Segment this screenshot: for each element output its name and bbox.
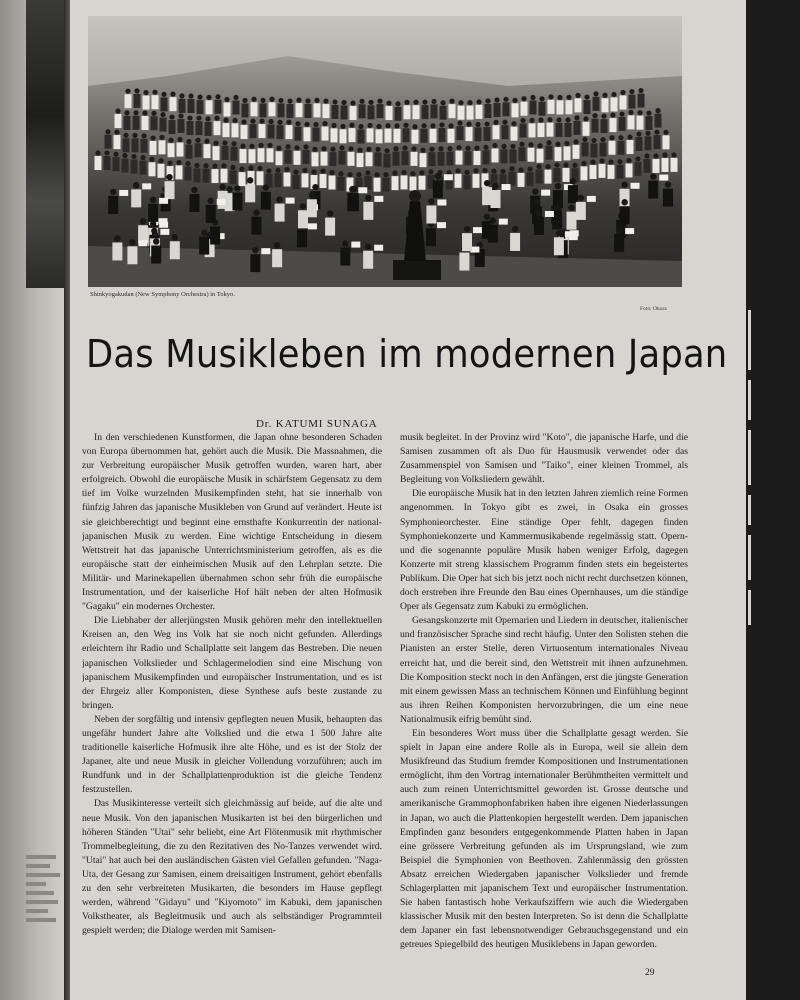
orchestra-photo-image <box>88 16 682 287</box>
facing-page-photo <box>26 0 64 288</box>
paragraph: Die Liebhaber der allerjüngsten Musik gehören mehr den intellektuellen Kreisen an, den Weg ins Volk hat sie noch nicht gefunden. Allerdings erleichtern ihr Radio und Schallplatte seit langem das Bestreben. Die neuen japanischen Volkslieder und Schlagermelodien sind eine Mischung von japanischem Musikempfinden und europäischer Instrumentation, und es ist der Ehrgeiz aller Komponisten, diese Synthese aufs beste zustande zu bringen. <box>82 615 382 711</box>
facing-page-text-fragments <box>26 850 64 927</box>
paragraph: Ein besonderes Wort muss über die Schallplatte gesagt werden. Sie spielt in Japan eine andere Rolle als in Europa, weil sie allein dem Musikfreund das Studium fremder Kompositionen und Instrumentationen ermöglicht, ihm den Vortrag internationaler Berühmtheiten vermittelt und auch zum reinen Unterrichtsmittel geworden ist. Grosse deutsche und amerikanische Grammophonfabriken haben ihre eigenen Niederlassungen in Japan, wo auch die Plattenkopien hergestellt werden. Dem japanischen Empfinden ganz besonders entgegenkommende Platten haben in Japan eine grössere Verbreitung gefunden als im Ursprungsland, wie zum Beispiel die Symphonien von Beethoven. Zahlenmässig den grössten Absatz erreichen Wiedergaben japanischer Volkslieder und fremde Schlagerplatten mit japanischem Text und europäischer Instrumentation. Sie haben fantastisch hohe Verkaufsziffern wie auch die Wiedergaben klassischer Musik mit den besten Interpreten. So ist denn die Schallplatte dem Japaner ein fast lebensnotwendiger Gebrauchsgegenstand und ein getreues Spiegelbild des heutigen Musiklebens in Japan geworden. <box>400 727 688 951</box>
article-author: Dr. KATUMI SUNAGA <box>256 418 378 430</box>
text-column-right <box>400 431 688 991</box>
facing-page <box>0 0 64 1000</box>
paragraph: Das Musikinteresse verteilt sich gleichmässig auf beide, auf die alte und neue Musik. Von den japanischen Musikarten ist bei den bürgerlichen und höheren Ständen "Utai" sehr beliebt, eine Art Flötenmusik mit rhythmischer Trommelbegleitung, die zu den Rezitativen des No-Tanzes verwendet wird. "Utai" hat auch bei den ausländischen Gästen viel Gefallen gefunden. "Naga-Uta, der Gesang zur Samisen, einem dreisaitigen Instrument, gehört ebenfalls zu den sehr verbreiteten Musikarten, die besonders im Hause gepflegt werden, während "Gidayu" und "Kiyomoto" im Kabuki, dem japanischen Volkstheater, als Begleitmusik und auch als selbständiger Programmteil gespielt werden; die Dialoge werden mit Samisen- <box>82 798 382 937</box>
page-stack-edge <box>746 0 800 1000</box>
photo-credit: Foto: Okura <box>640 306 667 312</box>
text-column-left <box>82 431 382 991</box>
photo-caption: Shinkyogakudan (New Symphony Orchestra) in Tokyo. <box>90 291 235 298</box>
paragraph: musik begleitet. In der Provinz wird "Koto", die japanische Harfe, und die Samisen zusammen oft als Duo für Hausmusik verwendet oder das Zusammenspiel von Samisen und "Taiko", einer kleinen Trommel, als Begleitung von Volksliedern gewählt. <box>400 432 688 486</box>
page-number: 29 <box>645 968 655 978</box>
paragraph: Neben der sorgfältig und intensiv gepflegten neuen Musik, behaupten das ungefähr hundert Jahre alte Volkslied und die etwa 1 500 Jahre alte traditionelle kaiserliche Hofmusik ihre alte Höhe, und es ist der Stolz der Japaner, alte und neue Musik in gleicher Vollendung vorzuführen; auch im Rundfunk und in der Schallplattenproduktion ist die gleiche Tendenz festzustellen. <box>82 713 382 796</box>
magazine-page <box>70 0 746 1000</box>
paragraph: In den verschiedenen Kunstformen, die Japan ohne besonderen Schaden von Europa übernommen hat, gehört auch die Musik. Die Massnahmen, die zur Verbreitung europäischer Musik getroffen wurden, waren hart, aber erfolgreich. Obwohl die europäische Musik in schärfstem Gegensatz zu dem tief im Volke wurzelnden Musikempfinden steht, hat sie innerhalb von fünfzig Jahren das japanische Musikleben von Grund auf verändert. Heute ist sie gleichberechtigt und beginnt eine ernsthafte Konkurrentin der national-japanischen Musik zu werden. Eine wichtige Entscheidung in diesem Wettstreit hat das japanische Unterrichtsministerium getroffen, als es die europäische statt der einheimischen Musik auf den Lehrplan setzte. Die Militär- und Marinekapellen übernahmen schon sehr früh die europäische Instrumentation, und der kaiserliche Hof hält neben der alten Hofmusik "Gagaku" ein modernes Orchester. <box>82 432 382 613</box>
paragraph: Die europäische Musik hat in den letzten Jahren ziemlich reine Formen angenommen. In Tokyo gibt es zwei, in Osaka ein grosses Symphonieorchester. Eine ständige Oper fehlt, dagegen finden Symphoniekonzerte und Kammermusikabende regelmässig statt. Opern- und die sogenannte populäre Musik haben weniger Erfolg, dagegen Konzerte mit streng klassischem Programm finden stets ein begeistertes Publikum. Die Oper hat sich bis jetzt noch nicht recht durchsetzen können, doch erstreben ihre Freunde den Bau eines Opernhauses, um die ständige Oper als Gegensatz zum Kabuki zu ermöglichen. <box>400 488 688 613</box>
orchestra-photo <box>88 16 682 287</box>
paragraph: Gesangskonzerte mit Opernarien und Liedern in deutscher, italienischer und französischer Sprache sind recht häufig. Unter den Solisten stehen die Pianisten an erster Stelle, deren Virtuosentum internationales Niveau erreicht hat, und die bereit sind, den Wettstreit mit ihnen aufzunehmen. Die Komposition steckt noch in den Anfängen, erst die jüngste Generation mit einem gewissen Mass an technischem Können und Einfühlung beginnt aus ihren Reihen Komponisten hervorzubringen, die um eine neue Nationalmusik eifrig bemüht sind. <box>400 615 688 725</box>
article-title: Das Musikleben im modernen Japan <box>86 332 728 376</box>
